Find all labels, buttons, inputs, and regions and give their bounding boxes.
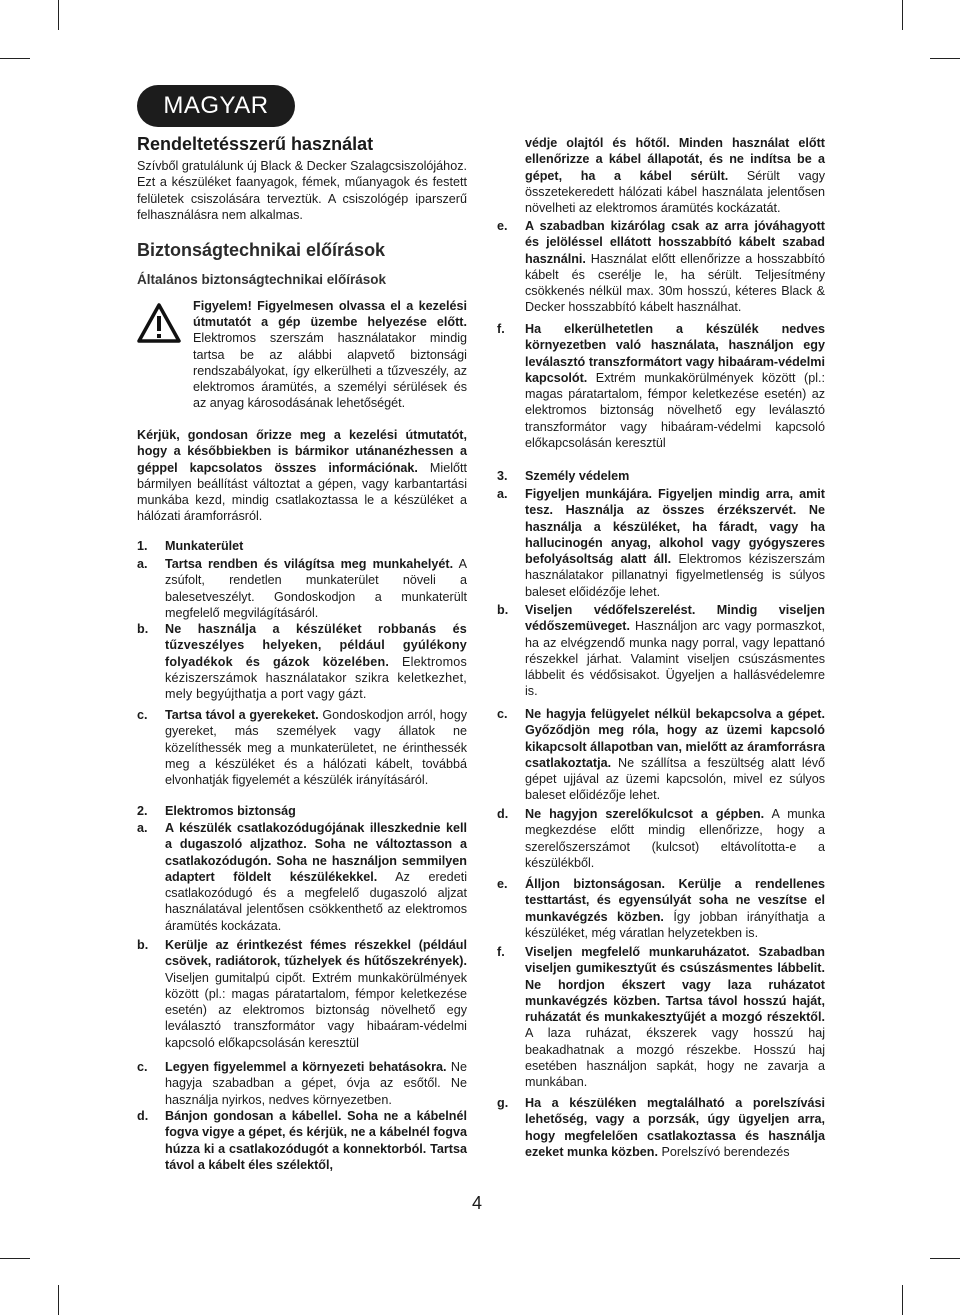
item-text: Elektromos kéziszerszámok használatakor szikra keletkezhet, mely begyújthatja a port vagy gázt.	[165, 654, 467, 702]
item-body	[525, 944, 825, 1091]
warning-triangle-icon	[137, 303, 181, 343]
section-title: Munkaterület	[165, 539, 244, 553]
section-number: 1.	[137, 539, 148, 553]
item-bold: Álljon biztonságosan. Kerülje a rendellenes testtartást, és egyensúlyát soha ne veszítse el munkavégzés közben.	[525, 877, 825, 924]
crop-mark	[0, 1258, 30, 1259]
intro-paragraph	[137, 158, 467, 223]
item-label: c.	[137, 1060, 148, 1074]
crop-mark	[58, 0, 59, 30]
section-title: Személy védelem	[525, 469, 630, 483]
page-number: 4	[472, 1193, 483, 1213]
item-label: g.	[497, 1096, 509, 1110]
continued-bold: védje olajtól és hőtől. Minden használat előtt ellenőrizze a kábel állapotát, és ne indítsa be a gépet, ha a kábel sérült.	[525, 136, 825, 183]
item-bold: Ha a készüléken megtalálható a porelszívási lehetőség, vagy a porzsák, úgy ügyeljen arra, hogy megfelelően csatlakoztassa és használja ezeket munka közben.	[525, 1096, 825, 1159]
item-bold: Kerülje az érintkezést fémes részekkel (például csövek, radiátorok, tűzhelyek és hűtőszekrények).	[165, 938, 467, 969]
item-label: a.	[137, 821, 148, 835]
item-label: d.	[137, 1109, 149, 1123]
item-bold: Bánjon gondosan a kábellel. Soha ne a kábelnél fogva vigye a gépet, és kérjük, ne a kábelnél fogva húzza ki a csatlakozódugót a konnektorból. Tartsa távol a kábelt éles szélektől,	[165, 1109, 467, 1172]
item-text: A laza ruházat, ékszerek vagy hosszú haj beakadhatnak a mozgó részekbe. Hosszú haj esetében használjon sapkát, hogy ne zavarja a munkában.	[525, 1026, 825, 1090]
item-text: Ne hagyja szabadban a gépet, óvja az esőtől. Ne használja nyirkos, nedves környezetben.	[165, 1060, 468, 1107]
crop-mark	[0, 58, 30, 59]
continued-paragraph	[525, 135, 825, 216]
item-bold: Tartsa rendben és világítsa meg munkahelyét.	[165, 557, 454, 571]
item-label: a.	[137, 557, 148, 571]
item-label: b.	[137, 622, 149, 636]
item-bold: Ha elkerülhetetlen a készülék nedves környezetben való használata, használjon egy leválasztó transzformátort vagy hibaáram-védelmi kapcsolót.	[525, 322, 825, 385]
continued-text: Sérült vagy összetekeredett hálózati kábel használata jelentősen növelheti az elektromos áramütés kockázatát.	[525, 168, 826, 216]
item-bold: Tartsa távol a gyerekeket.	[165, 708, 319, 722]
item-body	[165, 556, 467, 621]
item-bold: Ne hagyjon szerelőkulcsot a gépben.	[525, 807, 765, 821]
item-body	[525, 486, 825, 600]
item-text: Elektromos kéziszerszám használatakor pillanatnyi figyelmetlenség is súlyos baleset előidézője lehet.	[525, 552, 825, 599]
item-label: d.	[497, 807, 509, 821]
item-text: Gondoskodjon arról, hogy gyereket, más személyek vagy állatok ne közelíthessék meg a munkaterületet, ne érinthessék meg a készüléket és a hálózati kábelt, továbbá elvonhatják figyelemét a készülék irányításáról.	[165, 708, 468, 788]
item-label: a.	[497, 487, 508, 501]
item-bold: Ne hagyja felügyelet nélkül bekapcsolva a gépet. Győződjön meg róla, hogy az üzemi kapcsoló kikapcsolt állapotban van, mielőtt az áramforrásra csatlakoztatja.	[525, 707, 825, 770]
section-title-intended-use: Rendeltetésszerű használat	[137, 134, 374, 154]
item-bold: Viseljen védőfelszerelést. Mindig viseljen védőszemüveget.	[525, 603, 825, 634]
item-body	[165, 621, 467, 702]
keep-manual-text: Mielőtt bármilyen beállítást változtat a gépen, vagy karbantartási munkába kezd, mindig csatlakoztassa le a készüléket a hálózati áramforrásról.	[137, 460, 467, 524]
item-body	[165, 820, 467, 934]
item-text: Porelszívó berendezés	[657, 1144, 790, 1159]
item-label: e.	[497, 219, 508, 233]
intro-text: Szívből gratulálunk új Black & Decker Szalagcsiszolójához. Ezt a készüléket faanyagok, fémek, műanyagok és festett felületek csiszolására terveztük. A csiszológép iparszerű felhasználásra nem alkalmas.	[137, 159, 467, 222]
section-title-safety: Biztonságtechnikai előírások	[137, 240, 386, 260]
keep-manual-paragraph	[137, 427, 467, 525]
item-text: A munka megkezdése előtt mindig ellenőrizze, hogy a szerelőszerszámot (kulcsot) eltávolította-e a készülékből.	[525, 807, 825, 870]
section-number: 3.	[497, 469, 508, 483]
item-body	[525, 876, 825, 941]
item-text: Így jobban irányíthatja a készüléket, még váratlan helyzetekben is.	[525, 909, 825, 940]
crop-mark	[902, 1285, 903, 1315]
subsection-title-general: Általános biztonságtechnikai előírások	[137, 272, 387, 287]
item-bold: A szabadban kizárólag csak az arra jóváhagyott és jelöléssel ellátott hosszabbító kábelt szabad használni.	[525, 219, 825, 266]
item-text: Extrém munkakörülmények között (pl.: magas páratartalom, fémpor keletkezése esetén) az elektromos biztonság növelhető egy leválasztó transzformátor vagy hibaáram-védelmi kapcsoló előkapcsolásán keresztül	[525, 370, 825, 451]
item-label: f.	[497, 945, 505, 959]
item-bold: Figyeljen munkájára. Figyeljen mindig arra, amit tesz. Használja az összes érzékszervét. Ne használja a készüléket, ha fáradt, vagy ha hallucinogén anyag, alkohol vagy gyógyszeres befolyásoltság alatt áll.	[525, 487, 825, 567]
item-label: c.	[137, 708, 148, 722]
item-body	[525, 218, 825, 316]
item-label: b.	[497, 603, 509, 617]
crop-mark	[930, 58, 960, 59]
item-text: Az eredeti csatlakozódugó és a megfelelő dugaszoló aljzat használatával jelentősen csökkenthető az elektromos áramütés kockázata.	[165, 869, 467, 933]
item-bold: A készülék csatlakozódugójának illeszkednie kell a dugaszoló aljzathoz. Soha ne változtasson a csatlakozódugón. Soha ne használjon semmilyen adaptert földelt készülékekkel.	[165, 821, 467, 884]
item-label: e.	[497, 877, 508, 891]
item-body	[525, 321, 825, 451]
item-body	[165, 1108, 467, 1173]
item-body	[525, 602, 825, 700]
item-label: c.	[497, 707, 508, 721]
language-tab	[137, 85, 295, 127]
item-text: Viseljen gumitalpú cipőt. Extrém munkakörülmények között (pl.: magas páratartalom, fémpor keletkezése esetén) az elektromos biztonság növelhető egy leválasztó transzformátor vagy hibaáram-védelmi kapcsoló előkapcsolásán keresztül	[165, 970, 467, 1050]
item-body	[525, 1095, 825, 1160]
item-body	[525, 806, 825, 871]
item-text: A zsúfolt, rendetlen munkaterület növeli a balesetveszélyt. Gondoskodjon a munkaterült megfelelő megvilágításáról.	[165, 557, 467, 620]
crop-mark	[58, 1285, 59, 1315]
item-text: Használjon arc vagy pormaszkot, ha az elvégzendő munka nagy porral, vagy lepattanó részekkel járhat. Valamint viseljen csúszásmentes lábbelit és védősisakot. Ügyeljen a hallásvédelemre is.	[525, 619, 825, 699]
item-body	[165, 1059, 467, 1108]
item-label: b.	[137, 938, 149, 952]
crop-mark	[930, 1258, 960, 1259]
crop-mark	[902, 0, 903, 30]
item-label: f.	[497, 322, 505, 336]
item-body	[165, 707, 467, 788]
warning-paragraph	[193, 298, 467, 411]
item-bold: Viseljen megfelelő munkaruházatot. Szabadban viseljen gumikesztyűt és csúszásmentes lábbelit. Ne hordjon ékszert vagy laza ruházatot munkavégzés közben. Tartsa távol hosszú haját, ruházatát és munkakesztyűjét a mozgó részektől.	[525, 945, 825, 1025]
item-bold: Legyen figyelemmel a környezeti behatásokra.	[165, 1060, 447, 1074]
item-text: Használat előtt ellenőrizze a hosszabbító kábelt és cserélje le, ha sérült. Teljesítmény csökkenés nélkül max. 30m hosszú, kéteres Black & Decker hosszabbító kábelt használhat.	[525, 251, 825, 315]
warning-text: Elektromos szerszám használatakor mindig tartsa be az alábbi alapvető biztonsági rendszabályokat, így elkerülheti a tűzveszély, az elektromos áramütés, a személyi sérülések és az anyag károsodásának lehetőségét.	[193, 331, 467, 411]
keep-manual-bold: Kérjük, gondosan őrizze meg a kezelési útmutatót, hogy a későbbiekben is bármikor utánanézhessen a géppel kapcsolatos összes információnak.	[137, 428, 467, 475]
item-body	[525, 706, 825, 804]
section-title: Elektromos biztonság	[165, 804, 296, 818]
item-bold: Ne használja a készüléket robbanás és tűzveszélyes helyeken, például gyúlékony folyadékok és gázok közelében.	[165, 622, 467, 669]
item-text: Ne szállítsa a feszültség alatt lévő gépet ujjával az üzemi kapcsolón, mivel ez súlyos baleset előidézője lehet.	[525, 755, 825, 803]
section-number: 2.	[137, 804, 148, 818]
language-label: MAGYAR	[163, 92, 269, 119]
item-body	[165, 937, 467, 1051]
warning-bold: Figyelem! Figyelmesen olvassa el a kezelési útmutatót a gép üzembe helyezése előtt.	[193, 299, 467, 330]
